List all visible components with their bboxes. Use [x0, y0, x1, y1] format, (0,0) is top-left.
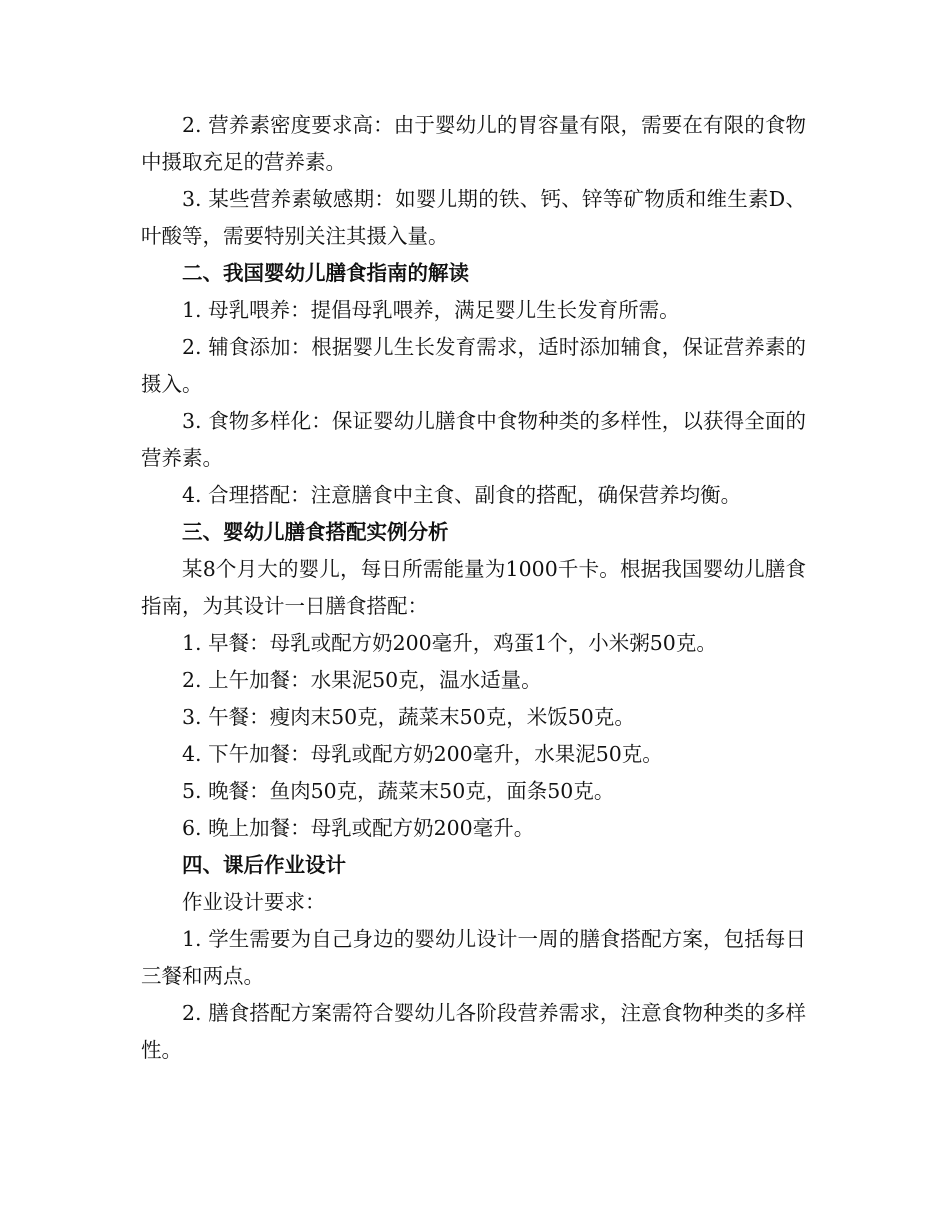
list-item: 3. 午餐：瘦肉末50克，蔬菜末50克，米饭50克。 — [182, 705, 635, 729]
body-paragraph: 某8个月大的婴儿，每日所需能量为1000千卡。根据我国婴幼儿膳食指南，为其设计一日膳食搭配： — [141, 557, 806, 618]
list-item: 1. 母乳喂养：提倡母乳喂养，满足婴儿生长发育所需。 — [182, 298, 680, 322]
document-body — [141, 107, 806, 1069]
list-item: 2. 营养素密度要求高：由于婴幼儿的胃容量有限，需要在有限的食物中摄取充足的营养素。 — [141, 113, 806, 174]
list-item: 3. 食物多样化：保证婴幼儿膳食中食物种类的多样性，以获得全面的营养素。 — [141, 409, 806, 470]
list-item: 4. 合理搭配：注意膳食中主食、副食的搭配，确保营养均衡。 — [182, 483, 742, 507]
list-item: 3. 某些营养素敏感期：如婴儿期的铁、钙、锌等矿物质和维生素D、叶酸等，需要特别关注其摄入量。 — [141, 187, 806, 248]
section-heading: 三、婴幼儿膳食搭配实例分析 — [182, 520, 449, 544]
list-item: 5. 晚餐：鱼肉50克，蔬菜末50克，面条50克。 — [182, 779, 615, 803]
list-item: 6. 晚上加餐：母乳或配方奶200毫升。 — [182, 816, 535, 840]
list-item: 4. 下午加餐：母乳或配方奶200毫升，水果泥50克。 — [182, 742, 663, 766]
list-item: 2. 膳食搭配方案需符合婴幼儿各阶段营养需求，注意食物种类的多样性。 — [141, 1001, 806, 1062]
section-heading: 二、我国婴幼儿膳食指南的解读 — [182, 261, 469, 285]
list-item: 1. 早餐：母乳或配方奶200毫升，鸡蛋1个，小米粥50克。 — [182, 631, 717, 655]
list-item: 1. 学生需要为自己身边的婴幼儿设计一周的膳食搭配方案，包括每日三餐和两点。 — [141, 927, 806, 988]
body-paragraph: 作业设计要求： — [182, 890, 326, 914]
section-heading: 四、课后作业设计 — [182, 853, 346, 877]
list-item: 2. 辅食添加：根据婴儿生长发育需求，适时添加辅食，保证营养素的摄入。 — [141, 335, 806, 396]
list-item: 2. 上午加餐：水果泥50克，温水适量。 — [182, 668, 542, 692]
